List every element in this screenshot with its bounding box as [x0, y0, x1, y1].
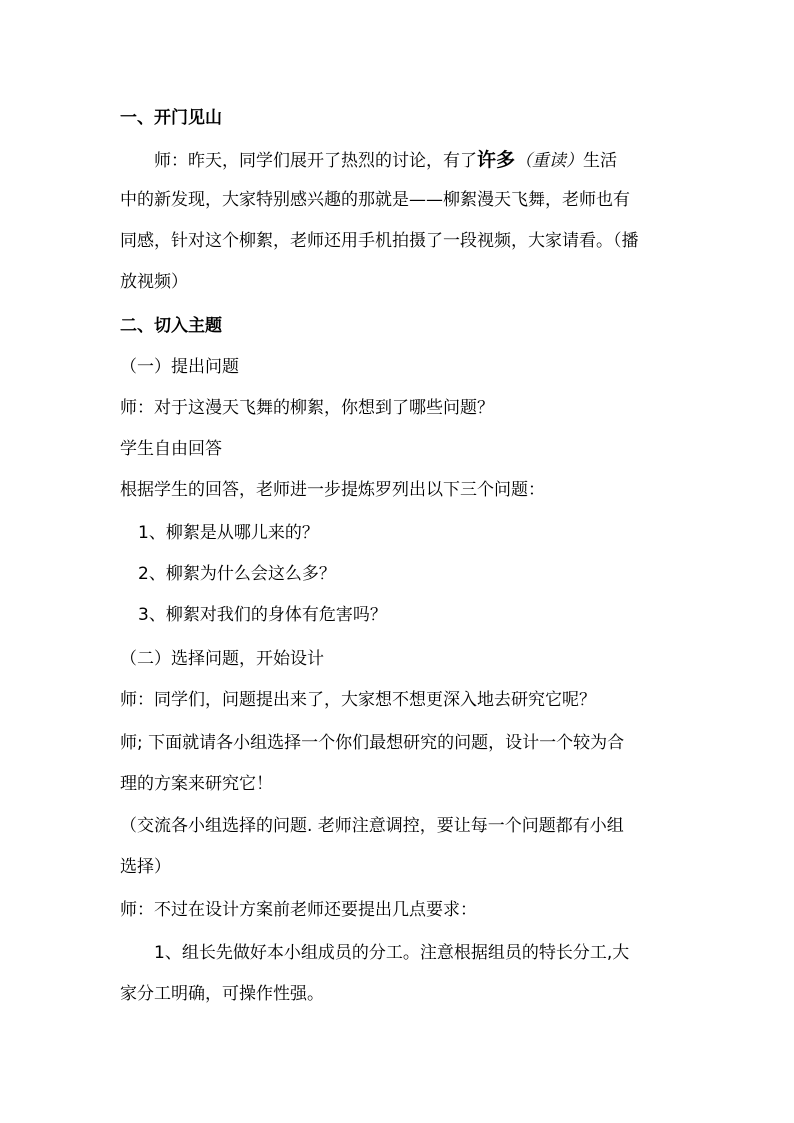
paragraph-line: 家分工明确，可操作性强。 — [120, 984, 324, 1004]
paragraph-line: 根据学生的回答，老师进一步提炼罗列出以下三个问题： — [120, 480, 545, 500]
paragraph-line — [154, 146, 714, 175]
paragraph-line: 师：不过在设计方案前老师还要提出几点要求： — [120, 900, 477, 920]
list-item: 3、柳絮对我们的身体有危害吗？ — [138, 605, 387, 625]
list-item: 1、柳絮是从哪儿来的？ — [138, 523, 319, 543]
paragraph-line: 同感，针对这个柳絮，老师还用手机拍摄了一段视频，大家请看。（播 — [120, 231, 639, 251]
paragraph-text: 生活 — [583, 151, 618, 171]
paragraph-line: 师：对于这漫天飞舞的柳絮，你想到了哪些问题？ — [120, 398, 494, 418]
list-item: 2、柳絮为什么会这么多？ — [138, 564, 336, 584]
paragraph-line: 1、组长先做好本小组成员的分工。注意根据组员的特长分工,大 — [154, 943, 630, 963]
section-heading-1: 一、开门见山 — [120, 108, 222, 128]
paragraph-text: 师：昨天，同学们展开了热烈的讨论，有了 — [154, 151, 477, 171]
emphasis-text: 许多 — [477, 149, 516, 171]
paragraph-line: 理的方案来研究它！ — [120, 774, 273, 794]
subsection-title: （二）选择问题，开始设计 — [120, 649, 324, 669]
paragraph-line: （交流各小组选择的问题. 老师注意调控，要让每一个问题都有小组 — [120, 816, 624, 836]
paragraph-line: 选择） — [120, 857, 171, 877]
subsection-title: （一）提出问题 — [120, 357, 239, 377]
annotation-text: （重读） — [515, 151, 584, 171]
paragraph-line: 师; 下面就请各小组选择一个你们最想研究的问题，设计一个较为合 — [120, 733, 625, 753]
paragraph-line: 师：同学们，问题提出来了，大家想不想更深入地去研究它呢？ — [120, 690, 596, 710]
paragraph-line: 学生自由回答 — [120, 439, 222, 459]
paragraph-line: 放视频） — [120, 272, 188, 292]
section-heading-2: 二、切入主题 — [120, 316, 222, 336]
paragraph-line: 中的新发现，大家特别感兴趣的那就是——柳絮漫天飞舞，老师也有 — [120, 190, 630, 210]
